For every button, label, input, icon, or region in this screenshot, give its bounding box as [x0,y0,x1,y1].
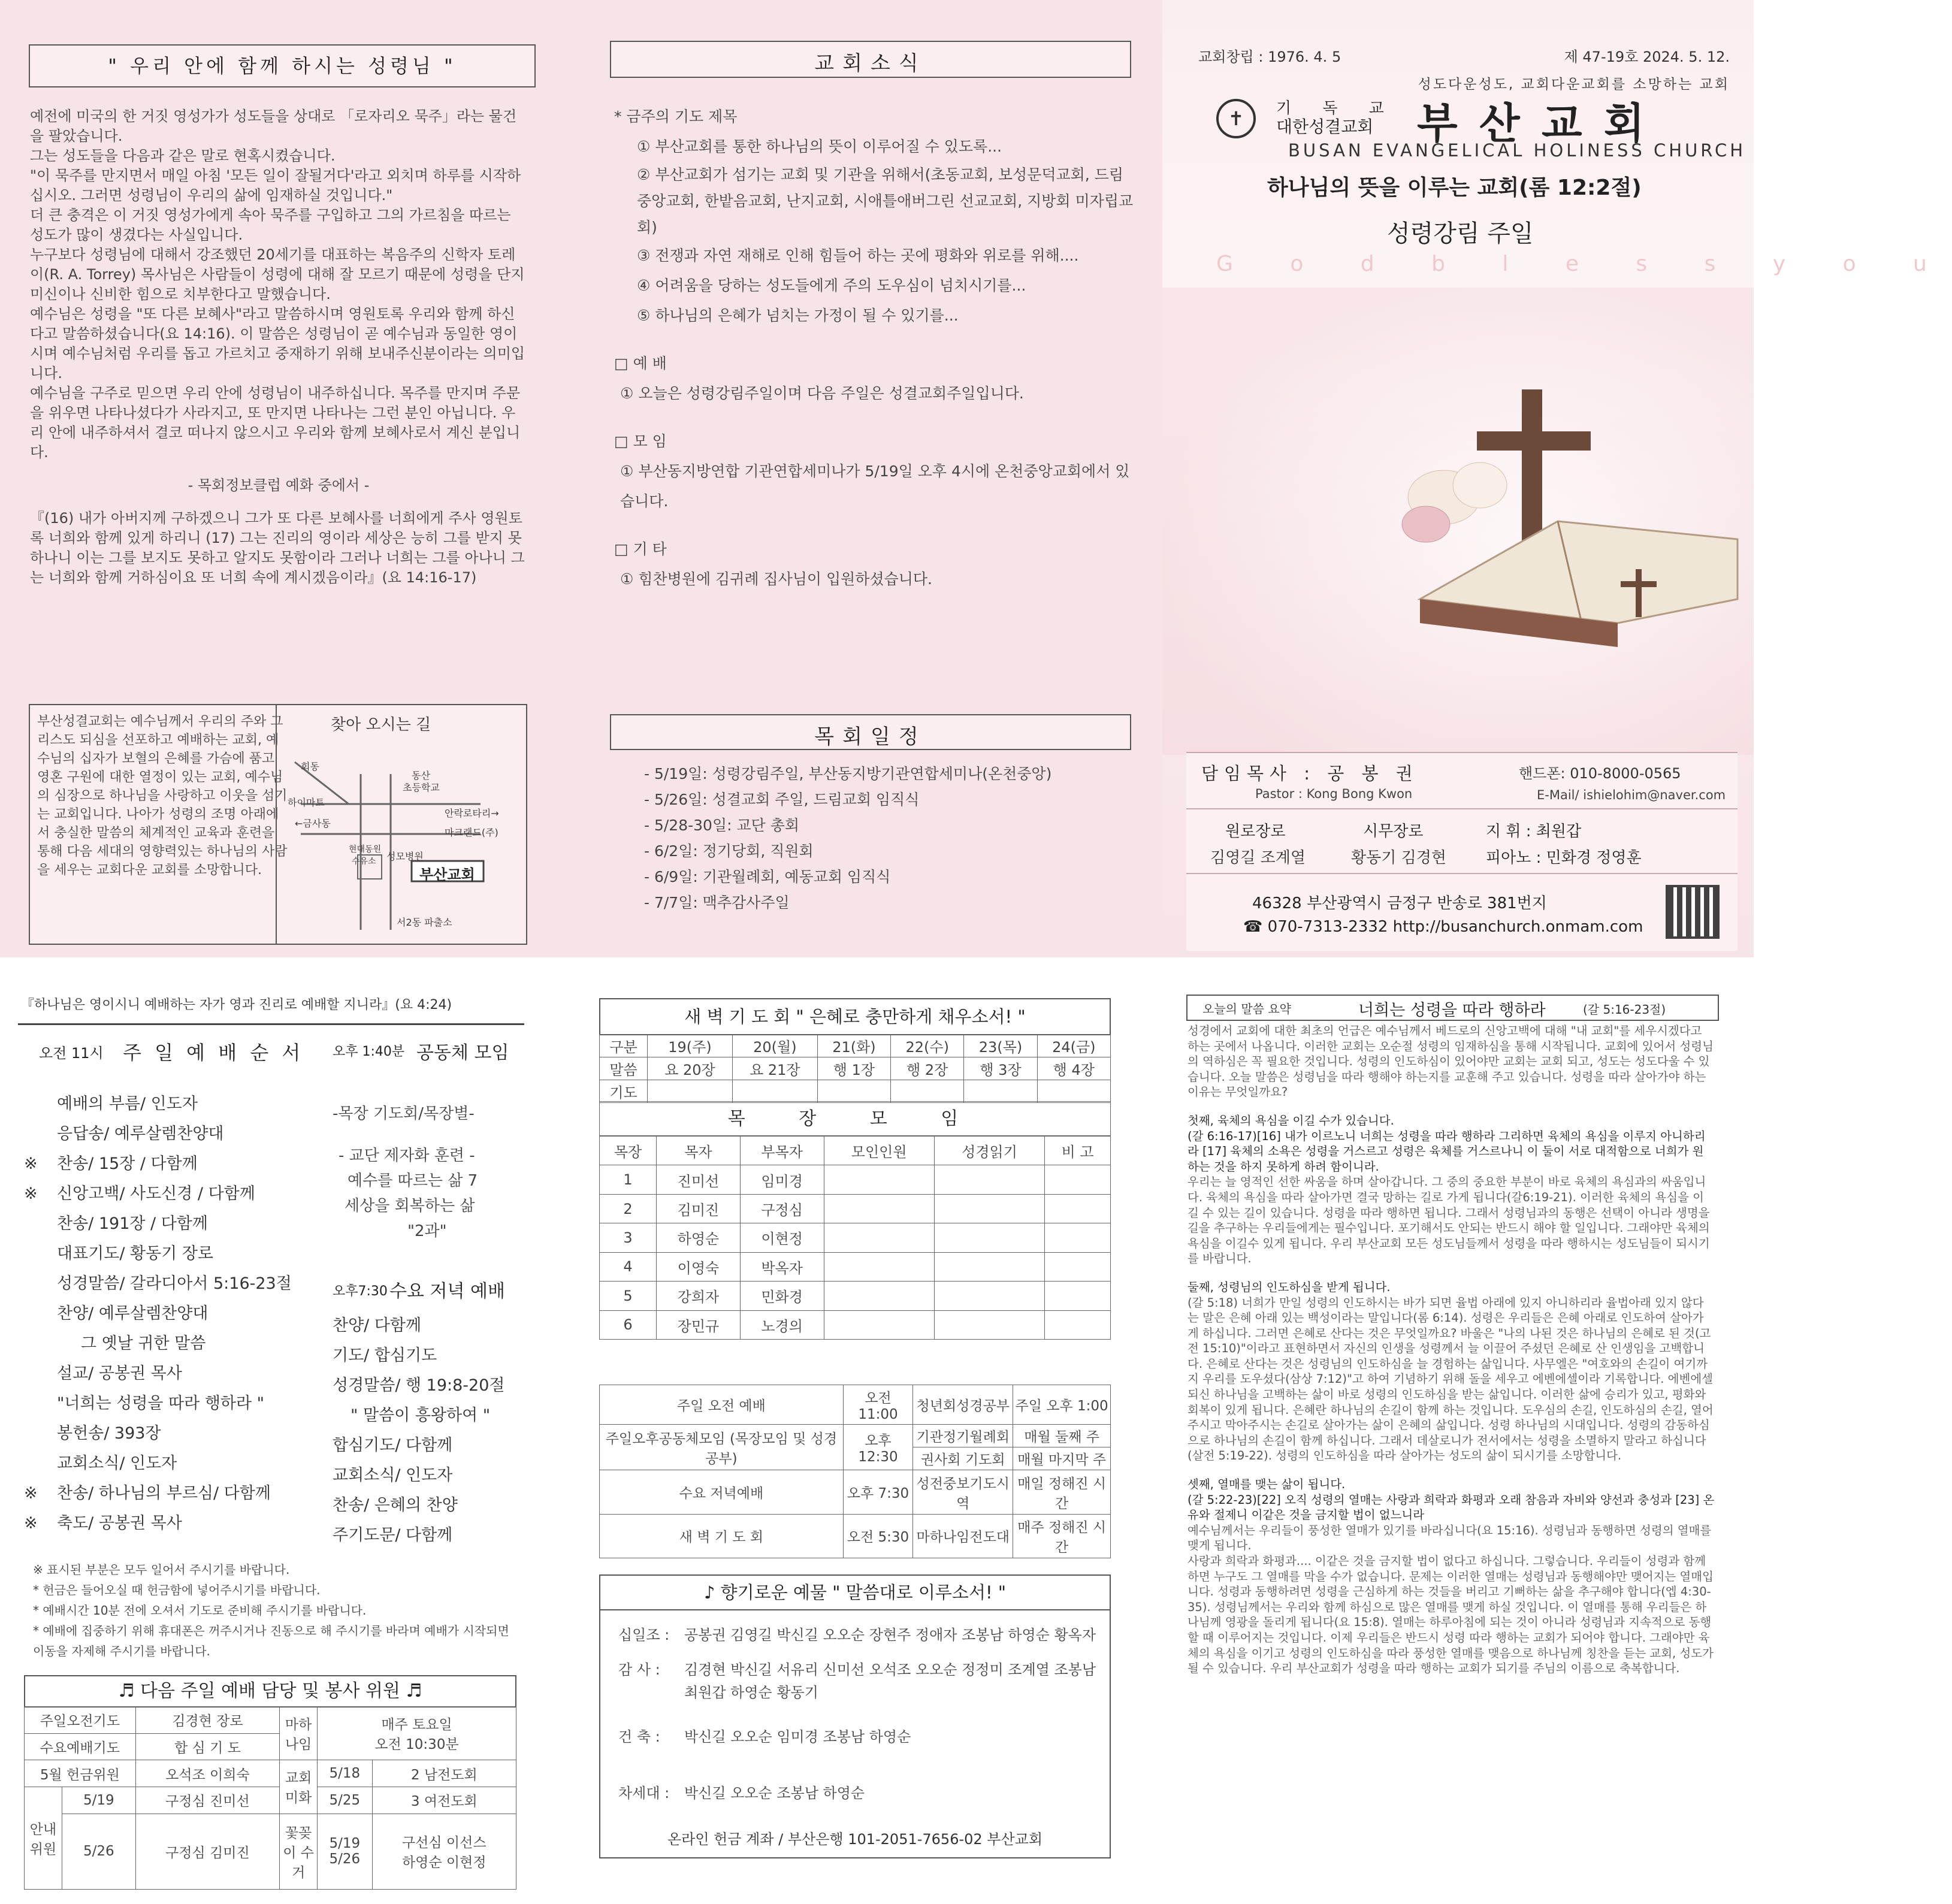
cell [824,1165,934,1194]
order-text: 찬송/ 191장 / 다함께 [57,1214,208,1233]
cell: 주일오전기도 [25,1707,136,1734]
cell [1045,1223,1111,1252]
list-item: ② 부산교회가 섬기는 교회 및 기관을 위해서(초동교회, 보성문덕교회, 드림중앙교회, 한밭음교회, 난지교회, 시애틀애버그린 선교교회, 지방회 미자립교회) [637,166,1134,236]
cell [824,1282,934,1310]
cell: 목자 [657,1137,741,1165]
offering-names: 김경현 박신길 서유리 신미선 오석조 오오순 정정미 조계열 조봉남 최원갑 하영순 황동기 [684,1661,1096,1701]
cell: 부목자 [740,1137,824,1165]
cell: 3 [600,1223,657,1252]
offering-names: 박신길 오오순 조봉남 하영순 [684,1785,865,1802]
cell: 새 벽 기 도 회 [600,1514,844,1558]
paragraph: 예전에 미국의 한 거짓 영성가가 성도들을 상대로 「로자리오 묵주」라는 물건을 팔았습니다. [30,108,517,144]
cell: 주일 오전 예배 [600,1385,844,1425]
offering-title: ♪ 향기로운 예물 " 말씀대로 이루소서! " [600,1576,1110,1610]
meditation-verse: 『(16) 내가 아버지께 구하겠으니 그가 또 다른 보혜사를 너희에게 주사 영원토록 너희와 함께 있게 하리니 (17) 그는 진리의 영이라 세상은 능히 그를 받지 못하나니 이는 그를 보지도 못하고 알지도 못함이라 그러나 너희는 그를 아나니 그는 너희와 함께 거하심이요 또 너희 속에 계시겠음이라』(요 14:16-17) [30,510,525,586]
meditation-body [30,107,527,588]
wednesday-time: 오후7:30 [333,1284,388,1299]
stand-mark: ※ [24,1484,38,1503]
list-item: ① 부산교회를 통한 하나님의 뜻이 이루어질 수 있도록... [637,138,1002,155]
founded-date: 교회창립 : 1976. 4. 5 [1198,49,1341,65]
cell [934,1310,1044,1339]
cell: 목장 [600,1137,657,1165]
worship-order-list [24,1089,336,1539]
flower-date: 5/26 [329,1851,361,1867]
list-item: 성경말씀/ 행 19:8-20절 [333,1376,505,1395]
community-3: 예수를 따르는 삶 7 [348,1172,478,1190]
point-heading: 첫째, 육체의 욕심을 이길 수가 있습니다. [1187,1113,1394,1128]
denomination-2: 대한성결교회 [1276,117,1374,137]
schedule-title: 목회일정 [610,714,1131,750]
cell: 5/26 [62,1814,136,1890]
cell: 매일 정해진 시간 [1013,1470,1111,1514]
flower-name: 구선심 이선스 [401,1835,487,1851]
cell: 구분 [600,1035,648,1057]
cell [964,1080,1037,1103]
paragraph: (갈 5:22-23)[22] 오직 성령의 열매는 사랑과 희락과 화평과 오래 참음과 자비와 양선과 충성과 [23] 온유와 절제니 이같은 것을 금지할 법이 없느니라 [1187,1492,1715,1522]
map-label-hoedong: 회동 [301,761,319,772]
paragraph: (갈 6:16-17)[16] 내가 이르노니 너희는 성령을 따라 행하라 그리하면 육체의 욕심을 이루지 아니하리라 [17] 육체의 소욕은 성령을 거스르고 성령은 육체를 거스르나니 이 둘이 서로 대적함으로 너희가 원하는 것을 하지 못하게 하려 함이니라. [1187,1129,1706,1174]
cell: 오후 12:30 [843,1424,912,1470]
order-text: 성경말씀/ 갈라디아서 5:16-23절 [57,1274,292,1293]
meeting-item: ① 부산동지방연합 기관연합세미나가 5/19일 오후 4시에 온천중앙교회에서 있습니다. [620,463,1130,510]
flower-name: 하영순 이현정 [401,1855,487,1871]
note: * 헌금은 들어오실 때 헌금함에 넣어주시기를 바랍니다. [33,1583,321,1597]
note: * 예배에 집중하기 위해 휴대폰은 꺼주시거나 진동으로 해 주시기를 바라며 예배가 시작되면 이동을 자제해 주시기를 바랍니다. [33,1624,509,1658]
order-item [24,1359,336,1389]
map-area [276,705,527,944]
church-name-en: BUSAN EVANGELICAL HOLINESS CHURCH [1288,140,1746,161]
pastor-en: Pastor : Kong Bong Kwon [1255,787,1413,801]
cell: 오전 5:30 [843,1514,912,1558]
working-elders-names: 황동기 김경현 [1351,849,1446,867]
paragraph: 예수님을 구주로 믿으면 우리 안에 성령님이 내주하십니다. 목주를 만지며 주문을 위우면 나타나셨다가 사라지고, 또 만지면 나타나는 그런 분인 아닙니다. 우리 안에 내주하셔서 결코 떠나지 않으시고 우리와 함께 보혜사로서 계신 분입니다. [30,385,521,461]
news-body [614,102,1135,594]
list-item: - 6/9일: 기관월례회, 예동교회 임직식 [644,868,891,885]
cell: 요 21장 [732,1057,817,1080]
sermon-title-box [1186,995,1719,1021]
denomination-1: 기 독 교 [1276,99,1397,117]
order-text: 응답송/ 예루살렘찬양대 [57,1125,224,1143]
cell [824,1252,934,1281]
dawn-title: 새 벽 기 도 회 " 은혜로 충만하게 채우소서! " [599,998,1111,1035]
community-4: 세상을 회복하는 삶 [345,1197,475,1215]
list-item: - 6/2일: 정기당회, 직원회 [644,842,814,860]
order-text: 신앙고백/ 사도신경 / 다함께 [57,1184,255,1203]
cell: 수요예배기도 [25,1733,136,1760]
offering-list [618,1624,1098,1805]
staff-block [1186,752,1738,951]
order-item [24,1419,336,1449]
cell: 매월 둘째 주 [1013,1424,1111,1447]
cell [934,1223,1044,1252]
cell: 말씀 [600,1057,648,1080]
point-heading: 둘째, 성령님의 인도하심을 받게 됩니다. [1187,1280,1391,1294]
cell: 구정심 김미진 [135,1814,279,1890]
list-item: 합심기도/ 다함께 [333,1436,453,1455]
paragraph: "이 묵주를 만지면서 매일 아침 '모든 일이 잘될거다'라고 외치며 하루를 시작하십시오. 그러면 성령님이 우리의 삶에 임재하실 것입니다." [30,167,521,204]
dawn-table [599,1034,1111,1103]
next-week-title: ♬ 다음 주일 예배 담당 및 봉사 위원 ♬ [24,1675,516,1707]
divider [1186,808,1738,809]
church-theme: 하나님의 뜻을 이루는 교회(롬 12:2절) [1267,176,1642,200]
community-title: 공동체 모임 [416,1042,509,1063]
church-name: 부 산 교 회 [1417,99,1648,148]
order-text: 찬송/ 15장 / 다함께 [57,1155,198,1173]
map-label-police: 서2동 파출소 [397,917,452,928]
cell: 기도 [600,1080,648,1103]
cell: 19(주) [648,1035,733,1057]
order-item [24,1149,336,1179]
list-item: ④ 어려움을 당하는 성도들에게 주의 도우심이 넘치시기를... [637,277,1026,294]
cell: 1 [600,1165,657,1194]
order-text: 축도/ 공봉권 목사 [57,1514,182,1533]
cell: 매월 마지막 주 [1013,1447,1111,1470]
order-text: 봉헌송/ 393장 [57,1424,161,1443]
cell: 2 남전도회 [372,1760,516,1787]
cell: 5/18 [318,1760,372,1787]
order-text: 교회소식/ 인도자 [57,1454,177,1473]
church-intro-text: 부산성결교회는 예수님께서 우리의 주와 그리스도 되심을 선포하고 예배하는 교회, 예수님의 십자가 보혈의 은혜를 가슴에 품고 영혼 구원에 대한 열정이 있는 교회, 예수님의 심장으로 하나님을 사랑하고 이웃을 섬기는 교회입니다. 나아가 성령의 조명 아래에서 충실한 말씀의 체계적인 교육과 훈련을 통해 다음 세대의 영향력있는 하나님의 사람을 세우는 교회다운 교회를 소망합니다. [37,714,288,878]
cell: 마하나임 [280,1707,318,1760]
offering-row [618,1624,1098,1646]
cell [1045,1194,1111,1223]
cell: 수요 저녁예배 [600,1470,844,1514]
paragraph: 예수님은 성령을 "또 다른 보혜사"라고 말씀하시며 영원토록 우리와 함께 하신다고 말씀하셨습니다(요 14:16). 이 말씀은 성령님이 곧 예수님과 동일한 영이시며 예수님처럼 우리를 돕고 가르치고 중재하기 위해 보내주신분이라는 의미입니다. [30,306,525,382]
community-1: -목장 기도회/목장별- [333,1105,475,1123]
wednesday-list [333,1311,548,1551]
cell: 22(수) [891,1035,964,1057]
offering-kind: 건 축 : [618,1728,660,1745]
cell: 진미선 [657,1165,741,1194]
order-text: 찬송/ 하나님의 부르심/ 다함께 [57,1484,271,1503]
cell: 5/19 [62,1787,136,1814]
worship-notes [33,1560,524,1661]
paragraph: 예수님께서는 우리들이 풍성한 열매가 있기를 바라십니다(요 15:16). 성령님과 동행하면 성령의 열매를 맺게 됩니다. [1187,1523,1712,1553]
paragraph: 그는 성도들을 다음과 같은 말로 현혹시켰습니다. [30,147,336,164]
flower-date: 5/19 [329,1836,361,1852]
cell [934,1282,1044,1310]
paragraph: 우리는 늘 영적인 선한 싸움을 하며 살아갑니다. 그 중의 중요한 부분이 바로 육체의 욕심과의 싸움입니다. 육체의 욕심을 따라 살아가면 결국 망하는 길로 가게 됩니다(갈6:19-21). 이러한 육체의 욕심을 이길 수 있는 길이 있습니다. 성령을 따라 행하면 됩니다. 그래서 성령님과의 동행은 선택이 아니라 생명을 길을 추구하는 우리들에게는 필수입니다. 포기해서도 안되는 반드시 해야 할 일입니다. 그래야만 육체의 욕심을 이길수 있게 됩니다. 우리 부산교회 모든 성도님들께서 성령을 따라 행하시는 성도님들이 되시기를 바랍니다. [1187,1175,1710,1266]
cell: 행 1장 [817,1057,890,1080]
church-address: 46328 부산광역시 금정구 반송로 381번지 [1252,894,1547,912]
cell [824,1194,934,1223]
list-item: - 5/28-30일: 교단 총회 [644,817,800,834]
cell: 모인인원 [824,1137,934,1165]
cell [1045,1282,1111,1310]
cell [1045,1252,1111,1281]
cell: 꽃꽂이 수거 [280,1814,318,1890]
cell [1045,1165,1111,1194]
meditation-title: " 우리 안에 함께 하시는 성령님 " [29,44,536,87]
worship-header-line [18,1023,524,1025]
paragraph: 성경에서 교회에 대한 최초의 언급은 예수님께서 베드로의 신앙고백에 대해 "내 교회"를 세우시겠다고 하는 곳에서 나옵니다. 이러한 교회는 오순절 성령의 임재하심을 통해 시작됩니다. 교회에 있어서 성령님의 역하심은 꼭 필요한 것입니다. 성령의 인도하심이 있어야만 교회는 교회 되고, 성도는 성도다울 수 있습니다. 오늘 말씀은 성령님을 따라 행해야 하는지를 교훈해 주고 있습니다. 성령을 따라 살아가야 하는 이유는 무엇일까요? [1187,1024,1714,1099]
map-title: 찾아 오시는 길 [331,716,431,734]
mokjang-table [599,1136,1111,1340]
church-logo-icon: ✝ [1216,99,1256,138]
map-label-school: 동산 [412,770,430,781]
order-item [24,1479,336,1509]
cell [318,1814,372,1890]
cell: 장민규 [657,1310,741,1339]
offering-names: 박신길 오오순 임미경 조봉남 하영순 [684,1728,911,1745]
cell: 김미진 [657,1194,741,1223]
cell: 요 20장 [648,1057,733,1080]
sat-time: 오전 10:30분 [374,1737,459,1753]
cell: 노경의 [740,1310,824,1339]
panel-news [569,0,1162,957]
cell: 20(월) [732,1035,817,1057]
cell [934,1252,1044,1281]
list-item: - 5/19일: 성령강림주일, 부산동지방기관연합세미나(온천중앙) [644,765,1052,782]
issue-number: 제 47-19호 2024. 5. 12. [1564,49,1730,65]
order-text: "너희는 성령을 따라 행하라 " [57,1394,265,1413]
worship-item: ① 오늘은 성령강림주일이며 다음 주일은 성결교회주일입니다. [620,385,1024,402]
sermon-label: 오늘의 말씀 요약 [1202,1002,1291,1016]
qr-code-icon [1666,885,1720,939]
order-item [24,1089,336,1119]
meeting-heading: □ 모 임 [614,433,667,450]
sermon-ref: (갈 5:16-23절) [1583,1002,1666,1017]
order-text: 대표기도/ 황동기 장로 [57,1244,213,1263]
list-item: - 7/7일: 맥추감사주일 [644,894,790,911]
cell: 성전중보기도시역 [913,1470,1013,1514]
cell: 5/25 [318,1787,372,1814]
paragraph: (갈 5:18) 너희가 만일 성령의 인도하시는 바가 되면 율법 아래에 있지 아니하리라 율법아래 있지 않다는 말은 은혜 아래 있는 백성이라는 말입니다(롬 6:14). 성령은 우리들은 은혜 아래로 인도하여 살아가게 하십니다. 그러면 은혜로 산다는 것은 무엇일까요? 바울은 "나의 나된 것은 하나님의 은혜로 된 것(고전 15:10)"이라고 표현하면서 자신의 인생을 성령께서 늘 이끌어 주셨던 은혜로 산 인생임을 고백합니다. 은혜로 산다는 것은 성령님의 인도하심을 늘 경험하는 삶입니다. 사무엘은 "여호와의 손길이 여기까지 우리를 도우셨다(삼상 7:12)"고 하여 기념하기 위해 돌을 세우고 에벤에셀이라 기록합니다. 에벤에셀 되신 하나님을 고백하는 삶이 바로 성령의 인도하심을 받는 삶입니다. 이러한 삶에 승리가 있고, 평화와 회복이 있게 됩니다. 은혜란 하나님의 손길이 함께 하는 것입니다. 도우심의 손길, 인도하심의 손길, 열어주시고 막아주시는 손길로 살아가는 삶이 은혜의 삶입니다. 성령 하나님의 시대입니다. 성령의 감동하심으로 하나님의 손길이 함께 하십니다. 그래서 데살로니가 전서에서는 성령을 소멸하지 말라고 하십니다(살전 5:19-22). 성령의 인도하심을 따라 살아가는 성도의 삶이 되시기를 소망합니다. [1187,1295,1714,1463]
cell: 행 2장 [891,1057,964,1080]
offering-row [618,1782,1098,1805]
order-item [24,1329,336,1359]
cell: 5 [600,1282,657,1310]
note: * 예배시간 10분 전에 오셔서 기도로 준비해 주시기를 바랍니다. [33,1603,367,1618]
sunday-title: 주 일 예 배 순 서 [123,1041,304,1064]
cell: 오전 11:00 [843,1385,912,1425]
map-church: 부산교회 [419,866,475,883]
stand-mark: ※ [24,1184,38,1203]
cell: 박옥자 [740,1252,824,1281]
panel-worship-order [0,957,593,1904]
order-item [24,1299,336,1329]
order-item [24,1239,336,1269]
sermon-body [1187,1023,1715,1676]
church-contact: ☎ 070-7313-2332 http://busanchurch.onmam.com [1243,918,1643,936]
cell: 민화경 [740,1282,824,1310]
list-item: ⑤ 하나님의 은혜가 넘치는 가정이 될 수 있기를... [637,307,959,324]
cell: 안내 위원 [25,1787,62,1889]
list-item: - 5/26일: 성결교회 주일, 드림교회 임직식 [644,791,920,808]
sunday-name: 성령강림 주일 [1387,220,1534,247]
cell: 이영숙 [657,1252,741,1281]
prayer-heading: * 금주의 기도 제목 [614,108,738,125]
map-label-rotary: 안락로타리→ [445,808,499,819]
cell: 24(금) [1037,1035,1110,1057]
panel-schedule [593,957,1174,1904]
panel-sermon [1174,957,1754,1904]
cell [934,1194,1044,1223]
offering-box [599,1574,1111,1858]
cell: 하영순 [657,1223,741,1252]
list-item: 찬송/ 은혜의 찬양 [333,1496,458,1515]
cell: 구정심 진미선 [135,1787,279,1814]
conductor: 지 휘 : 최원갑 [1486,823,1582,841]
order-item [24,1509,336,1539]
stand-mark: ※ [24,1514,38,1533]
cell: 비 고 [1045,1137,1111,1165]
note: ※ 표시된 부분은 모두 일어서 주시기를 바랍니다. [33,1563,290,1577]
offering-names: 공봉권 김영길 박신길 오오순 장현주 정애자 조봉남 하영순 황옥자 [684,1627,1096,1643]
cell [817,1080,890,1103]
cell: 23(목) [964,1035,1037,1057]
offering-row [618,1725,1098,1748]
cell [824,1223,934,1252]
cell [372,1814,516,1890]
cell: 이현정 [740,1223,824,1252]
point-heading: 셋째, 열매를 맺는 삶이 됩니다. [1187,1477,1346,1492]
paragraph: 사랑과 희락과 화평과.... 이같은 것을 금지할 법이 없다고 하십니다. 그렇습니다. 우리들이 성령과 함께 하면 누구도 그 열매를 막을 수가 없습니다. 문제는 이러한 열매는 성령님과 동행해야만 맺어지는 열매입니다. 성령과 동행하려면 성령을 근심하게 하는 것들을 버리고 기뻐하는 삶을 추구해야 합니다(엡 4:30-35). 성령님께서는 우리와 함께 하심으로 많은 열매를 맺게 하실 것입니다. 이 열매를 통해 우리들은 하나님께 영광을 돌리게 됩니다(요 15:8). 열매는 하루아침에 되는 것이 아니라 성령님과 지속적으로 동행할 때 이루어지는 것입니다. 이제 우리들은 반드시 성령 따라 행하는 교회가 되어야 합니다. 그래야만 육체의 욕심을 이기고 성령의 인도하심을 따라 풍성한 열매를 맺음으로 하나님께 칭찬을 듣는 교회, 성도가 될 수 있습니다. 우리 부산교회가 성령을 따라 행하는 교회가 되기를 주님의 이름으로 축복합니다. [1187,1554,1714,1676]
pianist: 피아노 : 민화경 정영훈 [1486,849,1642,867]
motto: 성도다운성도, 교회다운교회를 소망하는 교회 [1418,77,1730,92]
cell: 주일 오후 1:00 [1013,1385,1111,1425]
map-label-himart: 하이마트 [288,797,325,808]
order-text: 설교/ 공봉권 목사 [57,1364,182,1383]
map-label-markland: 마크랜드(주) [445,827,498,838]
offering-row [618,1658,1098,1704]
working-elders-label: 시무장로 [1363,823,1424,841]
cover-illustration [1162,288,1754,755]
sunday-time: 오전 11시 [39,1045,104,1062]
paragraph: 더 큰 충격은 이 거짓 영성가에게 속아 묵주를 구입하고 그의 가르침을 따르는 성도가 많이 생겼다는 사실입니다. [30,207,511,243]
map-label-gas1: 현대동원 [349,845,382,854]
next-week-table [24,1706,516,1890]
prayer-list [614,132,1135,331]
church-intro-box [29,704,527,945]
panel-cover [1162,0,1952,957]
list-item: 찬양/ 다함께 [333,1316,422,1335]
cell: 매주 정해진 시간 [1013,1514,1111,1558]
cell [1037,1080,1110,1103]
cell: 강희자 [657,1282,741,1310]
god-bless-you: G o d b l e s s y o u [1216,252,1952,276]
cell [934,1165,1044,1194]
wednesday-title: 수요 저녁 예배 [389,1281,505,1302]
cell [318,1707,516,1760]
cell: 2 [600,1194,657,1223]
cell: 기관정기월례회 [913,1424,1013,1447]
meditation-source: - 목회정보클럽 예화 중에서 - [188,477,370,494]
order-item [24,1389,336,1419]
etc-heading: □ 기 타 [614,540,667,558]
community-5: "2과" [407,1222,447,1240]
list-item: ③ 전쟁과 자연 재해로 인해 힘들어 하는 곳에 평화와 위로를 위해.... [637,247,1079,264]
cell: 구정심 [740,1194,824,1223]
map-label-gas2: 수유소 [352,857,376,866]
order-item [24,1449,336,1479]
cell: 오석조 이희숙 [135,1760,279,1787]
list-item: 기도/ 합심기도 [333,1346,437,1365]
map-label-school2: 초등학교 [403,782,440,793]
cell: 4 [600,1252,657,1281]
cell: 5월 헌금위원 [25,1760,136,1787]
cell: 행 3장 [964,1057,1037,1080]
map-label-hospital: 성모병원 [386,851,424,862]
online-account: 온라인 헌금 계좌 / 부산은행 101-2051-7656-02 부산교회 [667,1831,1043,1848]
cell: 성경읽기 [934,1137,1044,1165]
etc-item: ① 힘찬병원에 김귀례 집사님이 입원하셨습니다. [620,570,932,588]
map-label-geumsa: ←금사동 [295,818,331,829]
paragraph: 누구보다 성령님에 대해서 강조했던 20세기를 대표하는 복음주의 신학자 토레이(R. A. Torrey) 목사님은 사람들이 성령에 대해 잘 모르기 때문에 성령을 단지 미신이나 신비한 힘으로 치부한다고 말했습니다. [30,246,525,303]
cell [648,1080,733,1103]
service-times-table [599,1385,1111,1558]
offering-kind: 차세대 : [618,1785,670,1802]
order-item [24,1269,336,1299]
order-text: 예배의 부름/ 인도자 [57,1095,198,1113]
cell: 행 4장 [1037,1057,1110,1080]
cell: 6 [600,1310,657,1339]
stand-mark: ※ [24,1155,38,1173]
order-item [24,1119,336,1149]
pastor-label: 담임목사 : 공 봉 권 [1201,763,1419,784]
cell: 주일오후공동체모임 (목장모임 및 성경공부) [600,1424,844,1470]
sermon-title: 너희는 성령을 따라 행하라 [1358,1001,1546,1020]
cell: 교회 미화 [280,1760,318,1814]
pastor-phone: 핸드폰: 010-8000-0565 [1519,765,1681,782]
schedule-list [644,761,1135,915]
offering-kind: 감 사 : [618,1661,660,1678]
panel-meditation [0,0,569,957]
cell: 임미경 [740,1165,824,1194]
cell [732,1080,817,1103]
mokjang-title: 목 장 모 임 [599,1101,1111,1136]
order-text: 찬양/ 예루살렘찬양대 [57,1304,209,1323]
list-item: 교회소식/ 인도자 [333,1466,453,1485]
community-2: - 교단 제자화 훈련 - [339,1147,475,1165]
order-item [24,1209,336,1239]
order-item [24,1179,336,1209]
worship-verse: 『하나님은 영이시니 예배하는 자가 영과 진리로 예배할 지니라』(요 4:24) [21,998,452,1013]
cell [891,1080,964,1103]
cell [1045,1310,1111,1339]
pastor-email: E-Mail/ ishielohim@naver.com [1537,788,1726,802]
elders-label: 원로장로 [1225,823,1286,841]
cell: 마하나임전도대 [913,1514,1013,1558]
cell: 권사회 기도회 [913,1447,1013,1470]
cell: 3 여전도회 [372,1787,516,1814]
offering-kind: 십일조 : [618,1627,670,1643]
cell: 김경현 장로 [135,1707,279,1734]
worship-heading: □ 예 배 [614,355,667,372]
divider [1186,873,1738,874]
list-item: " 말씀이 흥왕하여 " [350,1406,491,1425]
community-time: 오후 1:40분 [333,1044,405,1059]
elders-names: 김영길 조계열 [1210,849,1306,867]
cell [824,1310,934,1339]
news-title: 교회소식 [610,41,1131,78]
cell: 오후 7:30 [843,1470,912,1514]
sat-label: 매주 토요일 [381,1717,452,1733]
order-text: 그 옛날 귀한 말씀 [81,1334,206,1353]
cell: 청년회성경공부 [913,1385,1013,1425]
cell: 합 심 기 도 [135,1733,279,1760]
list-item: 주기도문/ 다함께 [333,1526,453,1545]
cell: 21(화) [817,1035,890,1057]
